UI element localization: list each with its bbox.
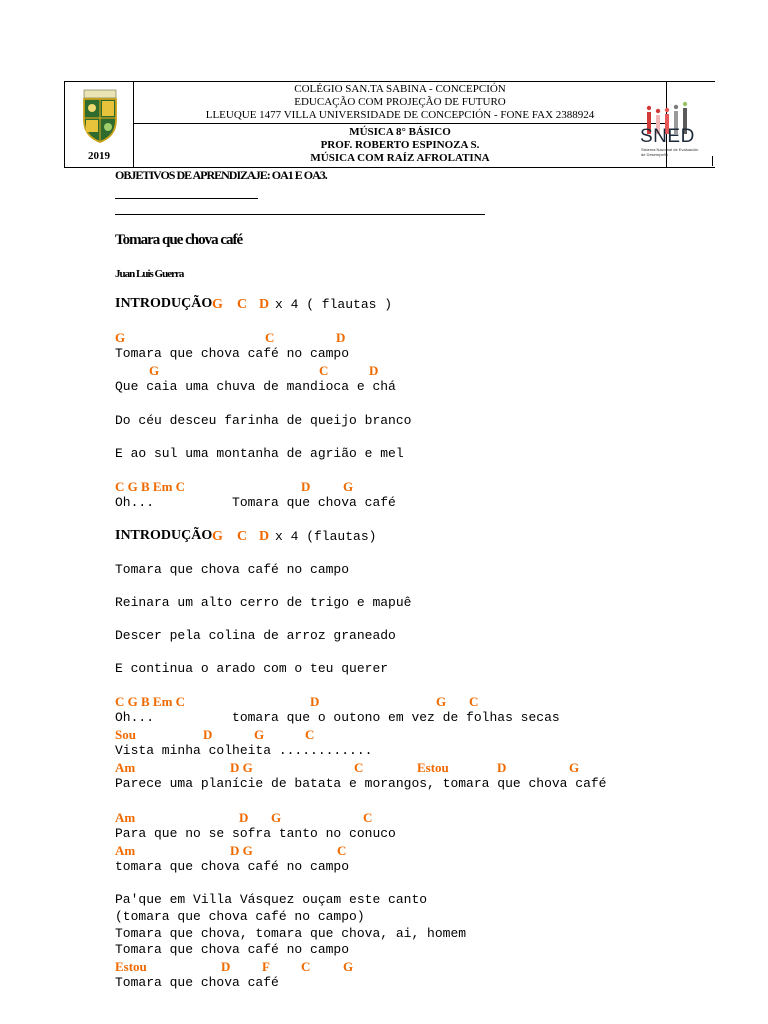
course-name: MÚSICA 8° BÁSICO (349, 126, 451, 138)
chord: F (262, 959, 270, 974)
intro-block-2 (115, 528, 515, 546)
intro-chord: C (237, 297, 248, 312)
lyric-line: Para que no se sofra tanto no conuco (115, 826, 396, 841)
intro-chord: G (212, 529, 223, 544)
chord-line (115, 727, 735, 743)
teacher-name: PROF. ROBERTO ESPINOZA S. (320, 139, 480, 151)
chord: Estou (417, 760, 449, 775)
chord: D (336, 330, 346, 345)
intro-chord: D (259, 529, 270, 544)
year-label: 2019 (88, 150, 110, 162)
chord: Am (115, 843, 136, 858)
intro-suffix: x 4 (flautas) (275, 529, 377, 544)
lyric-line: tomara que chova café no campo (115, 859, 350, 874)
intro-suffix: x 4 ( flautas ) (275, 297, 393, 312)
chord: G (343, 959, 354, 974)
objectives-heading: OBJETIVOS DE APRENDIZAJE: OA1 E OA3. (115, 168, 327, 182)
chord: D (497, 760, 507, 775)
chord-line (115, 810, 735, 826)
intro-chord: D (259, 297, 270, 312)
lyric-line: Oh... tomara que o outono em vez de folhas secas (115, 710, 560, 725)
chord: G (271, 810, 282, 825)
lyric-line: E continua o arado com o teu querer (115, 661, 389, 676)
lyric-line: Pa'que em Villa Vásquez ouçam este canto (115, 892, 428, 907)
sned-logo-text: SNED (640, 126, 695, 147)
intro-label: INTRODUÇÃO (115, 528, 213, 543)
lyric-line: E ao sul uma montanha de agrião e mel (115, 446, 404, 461)
chord: C (305, 727, 315, 742)
chord: C (319, 363, 329, 378)
lyric-line: Reinara um alto cerro de trigo e mapuê (115, 595, 412, 610)
lyric-line: Do céu desceu farinha de queijo branco (115, 413, 412, 428)
header-edge-line (712, 156, 713, 166)
chord: Am (115, 760, 136, 775)
lyric-line: Tomara que chova café (115, 975, 279, 990)
chord: D G (230, 760, 253, 775)
header-box (64, 81, 715, 168)
chord-line (115, 959, 735, 975)
chord: C G B Em C (115, 694, 186, 709)
chord: C (265, 330, 275, 345)
chord: D (301, 479, 311, 494)
topic-name: MÚSICA COM RAÍZ AFROLATINA (310, 152, 490, 164)
song-title: Tomara que chova café (115, 232, 243, 248)
school-motto: EDUCAÇÃO COM PROJEÇÃO DE FUTURO (294, 96, 506, 108)
chord: D (221, 959, 231, 974)
chord: C G B Em C (115, 479, 186, 494)
lyric-line: Tomara que chova café no campo (115, 346, 350, 361)
song-author: Juan Luis Guerra (115, 268, 184, 280)
answer-line-short (115, 198, 258, 199)
chord-line (115, 363, 735, 379)
chord: G (254, 727, 265, 742)
sned-subtitle: Sistema Nacional de Evaluación de Desempeño (641, 147, 699, 157)
answer-line-long (115, 214, 485, 215)
lyric-line: (tomara que chova café no campo) (115, 909, 365, 924)
chord: C (354, 760, 364, 775)
chord: C (363, 810, 373, 825)
chord: D (203, 727, 213, 742)
lyric-line: Oh... Tomara que chova café (115, 495, 396, 510)
chord: D (369, 363, 379, 378)
lyric-line: Descer pela colina de arroz graneado (115, 628, 396, 643)
lyric-line: Parece uma planície de batata e morangos, tomara que chova café (115, 776, 607, 791)
lyric-line: Tomara que chova café no campo (115, 562, 350, 577)
header-center (134, 82, 667, 167)
lyric-line: Tomara que chova café no campo (115, 942, 350, 957)
lyric-line: Tomara que chova, tomara que chova, ai, homem (115, 926, 467, 941)
school-logo-cell (65, 82, 134, 167)
chord: C (469, 694, 479, 709)
intro-chord: C (237, 529, 248, 544)
chord-line (115, 760, 735, 776)
chord: D (239, 810, 249, 825)
chord: Am (115, 810, 136, 825)
lyric-line: Que caia uma chuva de mandioca e chá (115, 379, 396, 394)
chord: G (343, 479, 354, 494)
intro-label: INTRODUÇÃO (115, 296, 213, 311)
chord: C (301, 959, 311, 974)
chord: D (310, 694, 320, 709)
chord: C (337, 843, 347, 858)
chord-line (115, 694, 735, 710)
intro-chord: G (212, 297, 223, 312)
chord: Sou (115, 727, 136, 742)
school-address: LLEUQUE 1477 VILLA UNIVERSIDADE DE CONCEPCIÓN - FONE FAX 2388924 (205, 109, 595, 121)
chord: D G (230, 843, 253, 858)
chord: G (115, 330, 126, 345)
chord-line (115, 843, 735, 859)
chord: G (149, 363, 160, 378)
chord-line (115, 479, 735, 495)
school-name: COLÉGIO SAN.TA SABINA - CONCEPCIÓN (294, 83, 506, 95)
intro-block-1 (115, 296, 515, 314)
header-divider (134, 123, 666, 124)
chord: G (569, 760, 580, 775)
chord: Estou (115, 959, 147, 974)
chord-line (115, 330, 735, 346)
chord: G (436, 694, 447, 709)
school-crest-icon (81, 88, 119, 144)
lyric-line: Vista minha colheita ............ (115, 743, 373, 758)
